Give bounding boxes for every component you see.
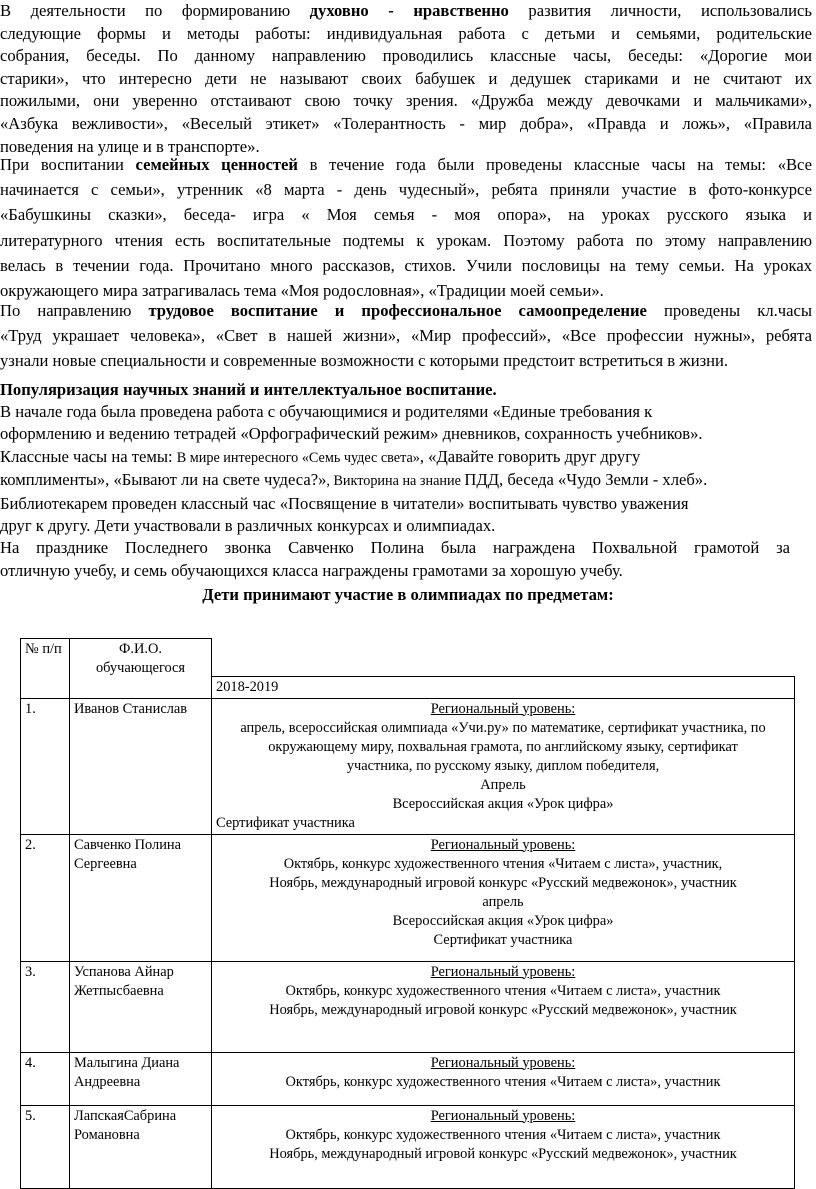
- achievement-line: участника, по русскому языку, диплом победителя,: [346, 757, 660, 774]
- achievement-line: Ноябрь, международный игровой конкурс «Русский медвежонок», участник: [269, 874, 737, 891]
- table-header-row: [21, 639, 795, 677]
- line: узнали новые специальности и современные возможности с которыми предстоит встретиться в жизни.: [0, 351, 729, 371]
- line: [0, 446, 812, 469]
- line: «Азбука вежливости», «Веселый этикет» «Толерантность - мир добра», «Правда и ложь», «Правила: [0, 113, 812, 133]
- line: начинается с семьи», утренник «8 марта - день чудесный», ребята приняли участие в фото-конкурсе: [0, 180, 812, 200]
- section-heading: Популяризация научных знаний и интеллектуальное воспитание.: [0, 380, 497, 399]
- level-label: Региональный уровень:: [430, 963, 576, 980]
- text: Классные часы на темы:: [0, 446, 177, 466]
- text: В деятельности по формированию: [0, 1, 310, 20]
- table-row: [21, 834, 795, 961]
- header-blank: [212, 639, 795, 677]
- level-label: Региональный уровень:: [430, 700, 576, 717]
- level-label: Региональный уровень:: [430, 1107, 576, 1124]
- table-caption: Дети принимают участие в олимпиадах по предметам:: [202, 585, 614, 604]
- line: Библиотекарем проведен классный час «Посвящение в читатели» воспитывать чувство уважения: [0, 493, 689, 513]
- line: [0, 469, 812, 492]
- bold-term: трудовое воспитание и профессиональное самоопределение: [148, 301, 647, 320]
- achievements: [212, 834, 795, 961]
- text: По направлению: [0, 301, 149, 320]
- line: «Труд украшает человека», «Свет в нашей жизни», «Мир профессий», «Все профессии нужны», ребята: [0, 326, 812, 346]
- line: [0, 0, 812, 23]
- line: литературного чтения есть воспитательные подтемы к урокам. Поэтому работа по этому направлению: [0, 230, 812, 250]
- achievement-line: апрель, всероссийская олимпиада «Учи.ру» по математике, сертификат участника, по: [240, 719, 766, 736]
- row-number: 5.: [21, 1105, 70, 1188]
- line: друг к другу. Дети участвовали в различных конкурсах и олимпиадах.: [0, 516, 496, 536]
- achievement-line: окружающему миру, похвальная грамота, по английскому языку, сертификат: [268, 738, 738, 755]
- line: велась в течении года. Прочитано много рассказов, стихов. Учили пословицы на тему семьи. На уроках: [0, 255, 812, 275]
- achievements: [212, 961, 795, 1052]
- line: поведения на улице и в транспорте».: [0, 136, 260, 156]
- olympiad-table: [20, 638, 795, 1189]
- small-text: , Викторина на знание: [326, 473, 465, 490]
- achievement-line: Апрель: [480, 776, 526, 793]
- bold-term: духовно - нравственно: [309, 1, 509, 20]
- small-text: В мире интересного «Семь чудес света»: [176, 449, 420, 466]
- achievement-line: Всероссийская акция «Урок цифра»: [392, 795, 614, 812]
- text: , «Давайте говорить друг другу: [419, 446, 641, 466]
- achievements: [212, 698, 795, 834]
- text: в течение года были проведены классные часы на темы: «Все: [297, 155, 812, 174]
- paragraph-labor: [0, 298, 812, 374]
- row-number: 2.: [21, 834, 70, 961]
- bold-term: семейных ценностей: [135, 155, 298, 174]
- achievement-line: Сертификат участника: [216, 814, 355, 831]
- achievements: [212, 1105, 795, 1188]
- achievement-line: Октябрь, конкурс художественного чтения «Читаем с листа», участник: [285, 1073, 721, 1090]
- header-name: Ф.И.О. обучающегося: [70, 639, 212, 699]
- text: При воспитании: [0, 155, 136, 174]
- text: комплименты», «Бывают ли на свете чудеса?»: [0, 470, 327, 490]
- table-row: [21, 1052, 795, 1105]
- line: [0, 298, 812, 323]
- text: развития личности, использовались: [508, 1, 812, 20]
- student-name: Малыгина Диана Андреевна: [70, 1052, 212, 1105]
- row-number: 3.: [21, 961, 70, 1052]
- line: [0, 152, 812, 177]
- table-row: [21, 961, 795, 1052]
- line: пожилыми, они уверенно отстаивают свою точку зрения. «Дружба между девочками и мальчиками»,: [0, 91, 812, 111]
- line: старики», что интересно дети не называют своих бабушек и дедушек стариками и не считают их: [0, 68, 812, 88]
- line: На празднике Последнего звонка Савченко Полина была награждена Похвальной грамотой за: [0, 538, 790, 558]
- line: окружающего мира затрагивалась тема «Моя родословная», «Традиции моей семьи».: [0, 281, 604, 301]
- line: отличную учебу, и семь обучающихся класса награждены грамотами за хорошую учебу.: [0, 560, 623, 580]
- achievement-line: Ноябрь, международный игровой конкурс «Русский медвежонок», участник: [269, 1001, 737, 1018]
- row-number: 1.: [21, 698, 70, 834]
- line: следующие формы и методы работы: индивидуальная работа с детьми и семьями, родительские: [0, 23, 812, 43]
- achievements: [212, 1052, 795, 1105]
- student-name: Иванов Станислав: [70, 698, 212, 834]
- table-row: [21, 698, 795, 834]
- text: проведены кл.часы: [646, 301, 812, 320]
- achievement-line: Сертификат участника: [433, 931, 573, 948]
- student-name: ЛапскаяСабрина Романовна: [70, 1105, 212, 1188]
- student-name: Успанова Айнар Жетпысбаевна: [70, 961, 212, 1052]
- line: В начале года была проведена работа с обучающимися и родителями «Единые требования к: [0, 402, 653, 421]
- header-year: 2018-2019: [212, 676, 795, 698]
- text: ПДД, беседа «Чудо Земли - хлеб».: [464, 470, 708, 490]
- student-name: Савченко Полина Сергеевна: [70, 834, 212, 961]
- level-label: Региональный уровень:: [430, 1054, 576, 1071]
- achievement-line: Октябрь, конкурс художественного чтения «Читаем с листа», участник,: [283, 855, 723, 872]
- achievement-line: Октябрь, конкурс художественного чтения «Читаем с листа», участник: [285, 982, 721, 999]
- line: оформлению и ведению тетрадей «Орфографический режим» дневников, сохранность учебников».: [0, 424, 703, 444]
- line: собрания, беседы. По данному направлению проводились классные часы, беседы: «Дорогие мои: [0, 46, 812, 66]
- row-number: 4.: [21, 1052, 70, 1105]
- header-number: № п/п: [21, 639, 70, 699]
- achievement-line: Ноябрь, международный игровой конкурс «Русский медвежонок», участник: [269, 1145, 737, 1162]
- achievement-line: Октябрь, конкурс художественного чтения «Читаем с листа», участник: [285, 1126, 721, 1143]
- paragraph-family: [0, 152, 812, 303]
- paragraph-intellectual: [0, 401, 812, 582]
- table-row: [21, 1105, 795, 1188]
- line: «Бабушкины сказки», беседа- игра « Моя семья - моя опора», на уроках русского языка и: [0, 205, 812, 225]
- level-label: Региональный уровень:: [430, 836, 576, 853]
- paragraph-spiritual: [0, 0, 812, 158]
- achievement-line: Всероссийская акция «Урок цифра»: [392, 912, 614, 929]
- achievement-line: апрель: [482, 893, 524, 910]
